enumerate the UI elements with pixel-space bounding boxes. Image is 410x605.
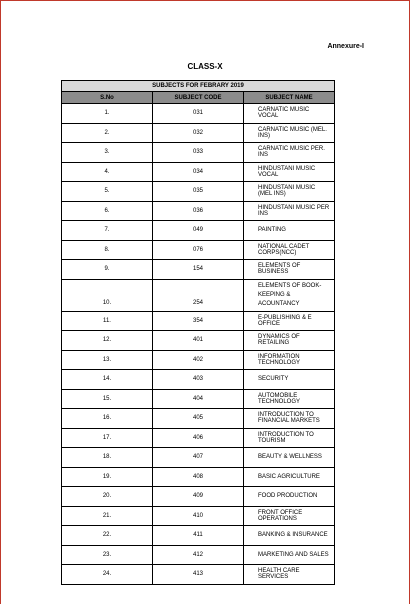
cell-code: 036 — [153, 201, 244, 221]
cell-sno: 15. — [62, 389, 153, 409]
cell-subject-name: BASIC AGRICULTURE — [244, 467, 335, 487]
cell-subject-name: HINDUSTANI MUSIC VOCAL — [244, 162, 335, 182]
table-row — [62, 370, 335, 390]
cell-sno: 12. — [62, 331, 153, 351]
cell-code: 404 — [153, 389, 244, 409]
table-row — [62, 221, 335, 241]
cell-subject-name: CARNATIC MUSIC VOCAL — [244, 104, 335, 124]
cell-sno: 17. — [62, 428, 153, 448]
cell-sno: 6. — [62, 201, 153, 221]
cell-code: 154 — [153, 260, 244, 280]
cell-code: 410 — [153, 506, 244, 526]
cell-subject-name: BEAUTY & WELLNESS — [244, 448, 335, 468]
cell-sno: 4. — [62, 162, 153, 182]
cell-sno: 16. — [62, 409, 153, 429]
cell-subject-name: E-PUBLISHING & E OFFICE — [244, 311, 335, 331]
cell-sno: 19. — [62, 467, 153, 487]
table-caption: SUBJECTS FOR FEBRARY 2019 — [62, 81, 335, 92]
cell-code: 354 — [153, 311, 244, 331]
table-row — [62, 201, 335, 221]
cell-subject-name: HEALTH CARE SERVICES — [244, 565, 335, 585]
cell-subject-name: FOOD PRODUCTION — [244, 487, 335, 507]
cell-sno: 7. — [62, 221, 153, 241]
cell-subject-name: FRONT OFFICE OPERATIONS — [244, 506, 335, 526]
cell-code: 254 — [153, 279, 244, 311]
table-row — [62, 526, 335, 546]
cell-subject-name: INTRODUCTION TO FINANCIAL MARKETS — [244, 409, 335, 429]
cell-code: 405 — [153, 409, 244, 429]
cell-sno: 9. — [62, 260, 153, 280]
cell-code: 406 — [153, 428, 244, 448]
cell-sno: 24. — [62, 565, 153, 585]
table-body — [62, 104, 335, 585]
cell-sno: 20. — [62, 487, 153, 507]
cell-sno: 23. — [62, 545, 153, 565]
cell-code: 408 — [153, 467, 244, 487]
table-row — [62, 487, 335, 507]
cell-subject-name: ELEMENTS OF BOOK-KEEPING & ACOUNTANCY — [244, 279, 335, 311]
table-row — [62, 331, 335, 351]
column-header-sno: S.No — [62, 92, 153, 104]
table-row — [62, 448, 335, 468]
subjects-table — [61, 80, 335, 585]
cell-subject-name: AUTOMOBILE TECHNOLOGY — [244, 389, 335, 409]
table-row — [62, 104, 335, 124]
table-row — [62, 545, 335, 565]
table-row — [62, 182, 335, 202]
table-row — [62, 162, 335, 182]
cell-sno: 5. — [62, 182, 153, 202]
table-row — [62, 123, 335, 143]
table-row — [62, 467, 335, 487]
cell-subject-name: DYNAMICS OF RETAILING — [244, 331, 335, 351]
cell-subject-name: SECURITY — [244, 370, 335, 390]
cell-sno: 11. — [62, 311, 153, 331]
cell-code: 401 — [153, 331, 244, 351]
cell-code: 413 — [153, 565, 244, 585]
cell-sno: 22. — [62, 526, 153, 546]
cell-sno: 8. — [62, 240, 153, 260]
table-row — [62, 409, 335, 429]
column-header-name: SUBJECT NAME — [244, 92, 335, 104]
column-header-code: SUBJECT CODE — [153, 92, 244, 104]
cell-code: 412 — [153, 545, 244, 565]
cell-code: 034 — [153, 162, 244, 182]
cell-code: 035 — [153, 182, 244, 202]
table-row — [62, 350, 335, 370]
cell-code: 403 — [153, 370, 244, 390]
class-title: CLASS-X — [187, 62, 223, 71]
cell-sno: 21. — [62, 506, 153, 526]
cell-subject-name: MARKETING AND SALES — [244, 545, 335, 565]
cell-subject-name: HINDUSTANI MUSIC PER INS — [244, 201, 335, 221]
cell-sno: 18. — [62, 448, 153, 468]
table-row — [62, 565, 335, 585]
cell-sno: 14. — [62, 370, 153, 390]
table-row — [62, 389, 335, 409]
cell-code: 033 — [153, 143, 244, 163]
cell-subject-name: INTRODUCTION TO TOURISM — [244, 428, 335, 448]
cell-subject-name: INFORMATION TECHNOLOGY — [244, 350, 335, 370]
cell-sno: 10. — [62, 279, 153, 311]
cell-code: 076 — [153, 240, 244, 260]
table-row — [62, 143, 335, 163]
cell-code: 402 — [153, 350, 244, 370]
cell-code: 032 — [153, 123, 244, 143]
table-row — [62, 311, 335, 331]
cell-subject-name: ELEMENTS OF BUSINESS — [244, 260, 335, 280]
table-row — [62, 279, 335, 311]
cell-code: 409 — [153, 487, 244, 507]
cell-subject-name: HINDUSTANI MUSIC (MEL INS) — [244, 182, 335, 202]
cell-sno: 13. — [62, 350, 153, 370]
cell-subject-name: NATIONAL CADET CORPS(NCC) — [244, 240, 335, 260]
cell-sno: 2. — [62, 123, 153, 143]
table-row — [62, 260, 335, 280]
table-row — [62, 506, 335, 526]
cell-subject-name: PAINTING — [244, 221, 335, 241]
cell-code: 049 — [153, 221, 244, 241]
cell-subject-name: CARNATIC MUSIC (MEL. INS) — [244, 123, 335, 143]
table-row — [62, 240, 335, 260]
annexure-label: Annexure-I — [327, 43, 364, 50]
cell-subject-name: CARNATIC MUSIC PER. INS — [244, 143, 335, 163]
cell-subject-name: BANKING & INSURANCE — [244, 526, 335, 546]
table-row — [62, 428, 335, 448]
cell-code: 031 — [153, 104, 244, 124]
cell-code: 407 — [153, 448, 244, 468]
cell-sno: 1. — [62, 104, 153, 124]
cell-code: 411 — [153, 526, 244, 546]
cell-sno: 3. — [62, 143, 153, 163]
